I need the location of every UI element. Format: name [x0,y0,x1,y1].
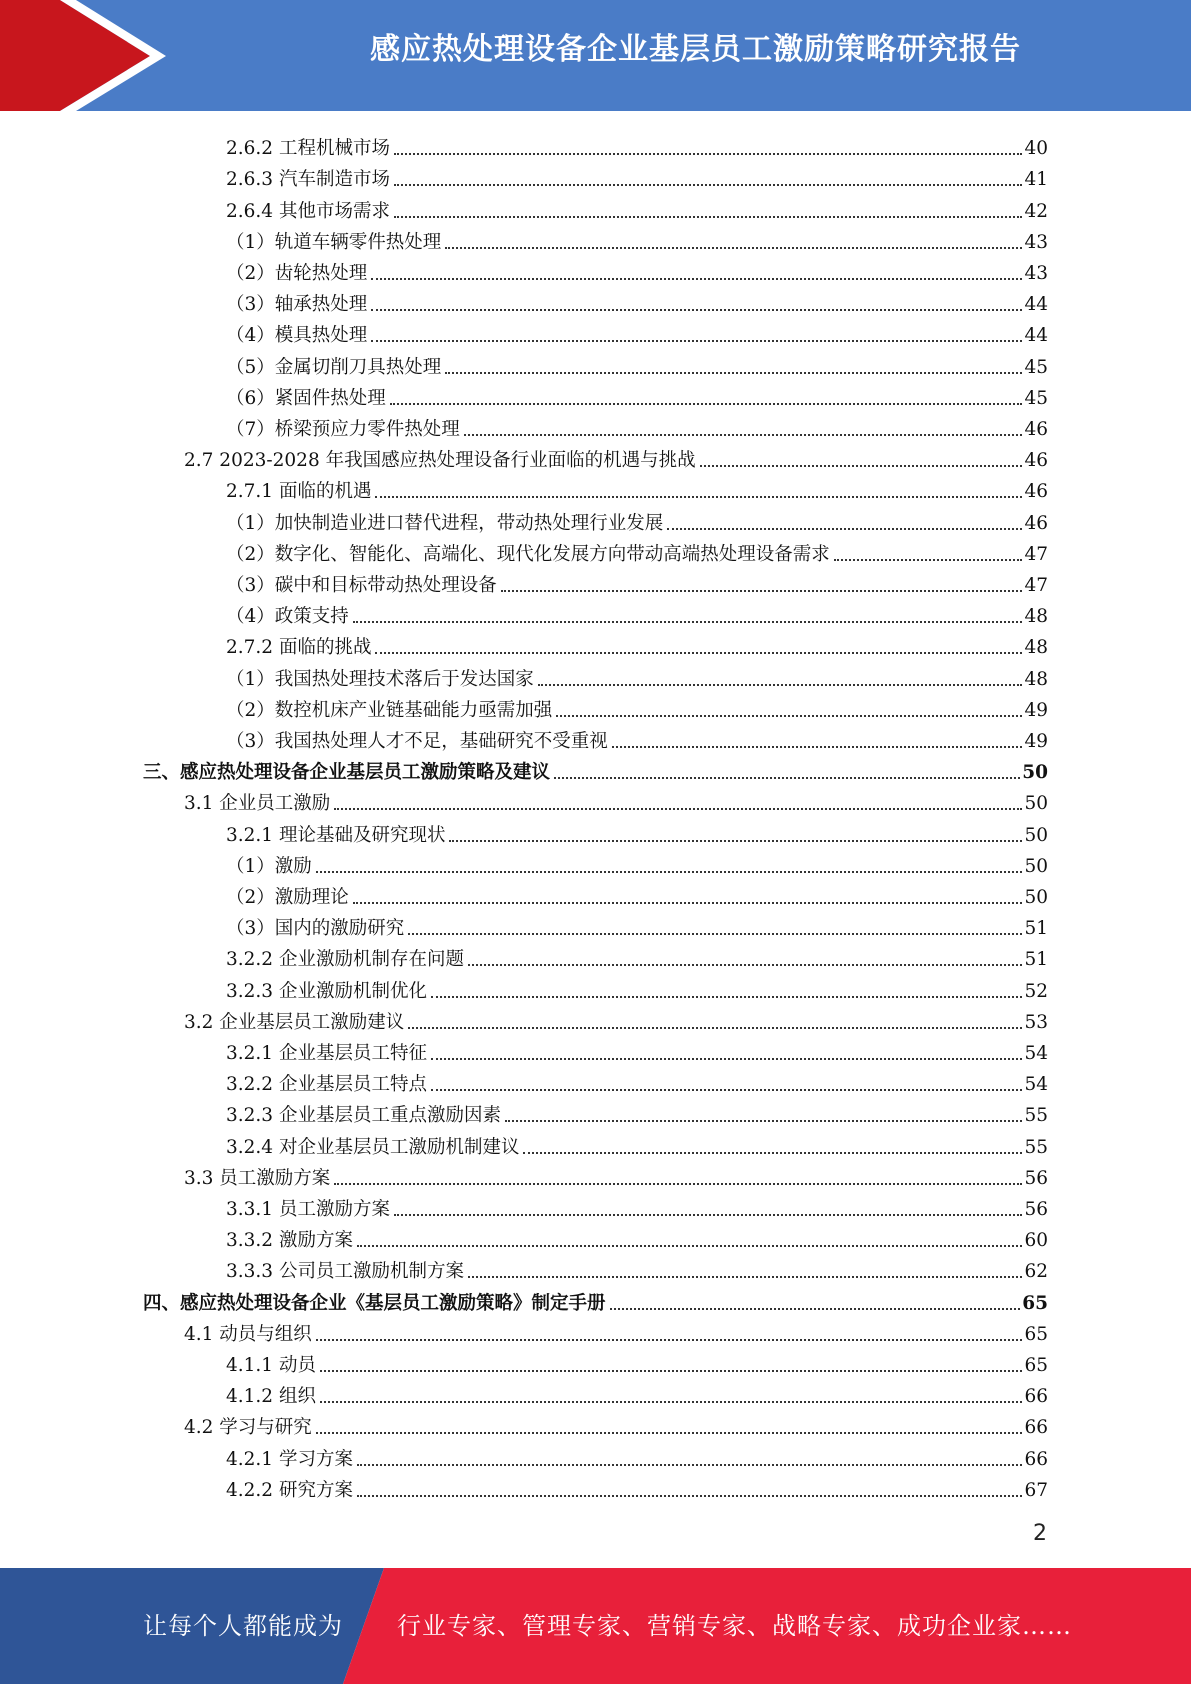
toc-entry-title: （1）轨道车辆零件热处理 [226,231,442,253]
toc-entry-title: （2）数字化、智能化、高端化、现代化发展方向带动高端热处理设备需求 [226,543,830,565]
toc-entry-title: （2）激励理论 [226,886,349,908]
toc-dot-leader [353,901,1023,904]
toc-entry-title: 2.7 2023-2028 年我国感应热处理设备行业面临的机遇与挑战 [184,450,696,472]
toc-dot-leader [700,464,1023,467]
toc-dot-leader [371,277,1022,280]
toc-dot-leader [445,246,1022,249]
toc-dot-leader [394,152,1022,155]
toc-dot-leader [505,1119,1022,1122]
toc-entry-page: 46 [1024,418,1048,440]
toc-dot-leader [394,183,1022,186]
toc-entry-page: 44 [1024,294,1048,316]
toc-dot-leader [320,1400,1023,1403]
toc-entry-page: 56 [1024,1167,1048,1189]
toc-entry-page: 52 [1024,980,1048,1002]
toc-entry-page: 66 [1024,1417,1048,1439]
toc-entry-page: 45 [1024,387,1048,409]
toc-entry-title: 2.7.1 面临的机遇 [226,481,372,503]
toc-entry-title: 2.7.2 面临的挑战 [226,637,372,659]
toc-entry-page: 65 [1022,1292,1048,1314]
toc-entry[interactable] [184,1408,1048,1439]
toc-entry-page: 51 [1024,949,1048,971]
toc-entry[interactable] [226,285,1048,316]
toc-dot-leader [610,1307,1021,1310]
toc-dot-leader [371,339,1022,342]
toc-dot-leader [357,1494,1023,1497]
toc-entry-page: 55 [1024,1105,1048,1127]
toc-entry[interactable] [226,815,1048,846]
toc-entry[interactable] [184,784,1048,815]
toc-entry-title: 4.2.2 研究方案 [226,1479,353,1501]
toc-dot-leader [375,651,1022,654]
toc-entry-title: 4.2 学习与研究 [184,1417,312,1439]
page-footer [0,1568,1191,1684]
toc-entry-title: 3.3 员工激励方案 [184,1167,331,1189]
toc-entry-page: 43 [1024,262,1048,284]
toc-entry-page: 45 [1024,356,1048,378]
toc-entry-title: （4）政策支持 [226,606,349,628]
toc-entry[interactable] [226,472,1048,503]
toc-entry-page: 51 [1024,918,1048,940]
toc-entry-page: 40 [1024,138,1048,160]
toc-entry[interactable] [226,535,1048,566]
toc-entry-page: 49 [1024,699,1048,721]
toc-dot-leader [445,371,1022,374]
toc-entry-page: 41 [1024,169,1048,191]
toc-entry[interactable] [226,1221,1048,1252]
toc-dot-leader [538,683,1023,686]
toc-entry-page: 53 [1024,1011,1048,1033]
toc-dot-leader [320,1369,1023,1372]
toc-entry[interactable] [226,1439,1048,1470]
toc-entry-page: 48 [1024,668,1048,690]
toc-entry[interactable] [184,1003,1048,1034]
toc-dot-leader [523,1151,1022,1154]
toc-dot-leader [357,1244,1023,1247]
toc-entry-title: 3.3.3 公司员工激励机制方案 [226,1261,464,1283]
toc-entry-page: 48 [1024,637,1048,659]
toc-entry[interactable] [226,722,1048,753]
toc-entry[interactable] [226,503,1048,534]
toc-entry-title: （2）齿轮热处理 [226,262,368,284]
toc-entry-title: （3）碳中和目标带动热处理设备 [226,574,497,596]
page-header [0,0,1191,111]
footer-slogan-left: 让每个人都能成为 [143,1612,343,1640]
toc-entry-page: 44 [1024,325,1048,347]
toc-entry-title: （7）桥梁预应力零件热处理 [226,418,460,440]
footer-slogan-right: 行业专家、管理专家、营销专家、战略专家、成功企业家…… [397,1612,1072,1640]
toc-dot-leader [431,995,1022,998]
toc-entry[interactable] [226,597,1048,628]
toc-entry-page: 50 [1024,855,1048,877]
toc-entry-page: 42 [1024,200,1048,222]
toc-entry-title: 三、感应热处理设备企业基层员工激励策略及建议 [143,762,551,784]
toc-entry[interactable] [226,1034,1048,1065]
toc-entry-page: 46 [1024,450,1048,472]
toc-entry[interactable] [226,566,1048,597]
toc-entry-title: 3.2.1 理论基础及研究现状 [226,824,446,846]
toc-entry-title: 四、感应热处理设备企业《基层员工激励策略》制定手册 [143,1292,606,1314]
toc-entry[interactable] [226,1346,1048,1377]
toc-entry[interactable] [226,160,1048,191]
toc-entry[interactable] [226,909,1048,940]
toc-entry[interactable] [226,1127,1048,1158]
toc-entry-title: 2.6.3 汽车制造市场 [226,169,390,191]
toc-dot-leader [375,495,1022,498]
toc-entry-title: 3.2.1 企业基层员工特征 [226,1042,427,1064]
toc-dot-leader [357,1463,1023,1466]
toc-entry-page: 50 [1022,762,1048,784]
toc-dot-leader [316,1338,1023,1341]
toc-entry[interactable] [226,1190,1048,1221]
toc-entry-page: 54 [1024,1042,1048,1064]
toc-entry[interactable] [184,1315,1048,1346]
toc-entry-title: （3）轴承热处理 [226,294,368,316]
toc-entry[interactable] [184,1159,1048,1190]
toc-entry-title: （3）我国热处理人才不足，基础研究不受重视 [226,730,608,752]
toc-dot-leader [394,1213,1022,1216]
page-number: 2 [1033,1521,1047,1546]
toc-entry-title: （2）数控机床产业链基础能力亟需加强 [226,699,553,721]
toc-entry-page: 46 [1024,512,1048,534]
toc-dot-leader [834,558,1023,561]
toc-dot-leader [464,433,1023,436]
toc-entry[interactable] [226,1252,1048,1283]
toc-entry[interactable] [184,441,1048,472]
toc-entry-title: 3.3.1 员工激励方案 [226,1198,390,1220]
toc-entry[interactable] [226,316,1048,347]
toc-dot-leader [449,839,1022,842]
toc-entry[interactable] [226,878,1048,909]
toc-entry[interactable] [226,347,1048,378]
toc-dot-leader [554,776,1020,779]
toc-dot-leader [390,402,1023,405]
toc-entry-title: 3.2.2 企业基层员工特点 [226,1074,427,1096]
toc-entry[interactable] [226,847,1048,878]
toc-entry[interactable] [226,940,1048,971]
toc-dot-leader [408,1026,1022,1029]
toc-entry-page: 66 [1024,1448,1048,1470]
toc-entry-title: 4.1.2 组织 [226,1386,316,1408]
toc-entry-title: 3.2.4 对企业基层员工激励机制建议 [226,1136,520,1158]
toc-dot-leader [334,1182,1022,1185]
toc-entry-page: 46 [1024,481,1048,503]
toc-entry-title: 2.6.4 其他市场需求 [226,200,390,222]
toc-entry-title: （3）国内的激励研究 [226,918,405,940]
toc-entry-title: 3.1 企业员工激励 [184,793,331,815]
toc-entry-page: 55 [1024,1136,1048,1158]
toc-entry-page: 67 [1024,1479,1048,1501]
toc-entry-page: 49 [1024,730,1048,752]
toc-entry-title: 2.6.2 工程机械市场 [226,138,390,160]
toc-dot-leader [468,1275,1022,1278]
toc-entry-title: （4）模具热处理 [226,325,368,347]
toc-entry-page: 50 [1024,793,1048,815]
toc-entry-title: 3.2 企业基层员工激励建议 [184,1011,405,1033]
toc-entry[interactable] [226,971,1048,1002]
toc-entry-title: （5）金属切削刀具热处理 [226,356,442,378]
toc-dot-leader [316,870,1023,873]
toc-entry-title: （6）紧固件热处理 [226,387,386,409]
toc-entry[interactable] [226,191,1048,222]
toc-entry-page: 43 [1024,231,1048,253]
toc-dot-leader [353,620,1023,623]
toc-dot-leader [667,527,1022,530]
toc-dot-leader [431,1088,1022,1091]
toc-entry-title: （1）加快制造业进口替代进程，带动热处理行业发展 [226,512,664,534]
toc-entry-page: 54 [1024,1074,1048,1096]
toc-dot-leader [431,1057,1022,1060]
toc-entry-page: 65 [1024,1323,1048,1345]
toc-entry-title: 4.1 动员与组织 [184,1323,312,1345]
toc-entry[interactable] [226,628,1048,659]
toc-entry-page: 50 [1024,824,1048,846]
toc-entry[interactable] [143,753,1048,784]
toc-entry-page: 66 [1024,1386,1048,1408]
toc-dot-leader [371,308,1022,311]
toc-entry[interactable] [226,129,1048,160]
toc-entry[interactable] [226,1096,1048,1127]
toc-dot-leader [394,215,1022,218]
toc-entry[interactable] [226,1377,1048,1408]
toc-entry-title: 3.3.2 激励方案 [226,1230,353,1252]
toc-entry-title: 3.2.2 企业激励机制存在问题 [226,949,464,971]
toc-entry[interactable] [226,379,1048,410]
toc-entry[interactable] [143,1283,1048,1314]
toc-dot-leader [501,589,1023,592]
toc-entry[interactable] [226,410,1048,441]
toc-dot-leader [408,932,1022,935]
toc-entry-page: 47 [1024,574,1048,596]
toc-entry-page: 60 [1024,1230,1048,1252]
toc-entry-page: 62 [1024,1261,1048,1283]
report-title: 感应热处理设备企业基层员工激励策略研究报告 [370,32,1021,67]
toc-entry-title: （1）我国热处理技术落后于发达国家 [226,668,534,690]
toc-entry[interactable] [226,254,1048,285]
toc-entry[interactable] [226,1065,1048,1096]
toc-entry[interactable] [226,223,1048,254]
toc-dot-leader [316,1431,1023,1434]
toc-entry-page: 56 [1024,1198,1048,1220]
toc-dot-leader [334,807,1022,810]
toc-entry-page: 65 [1024,1354,1048,1376]
toc-entry-title: 4.2.1 学习方案 [226,1448,353,1470]
toc-entry-page: 47 [1024,543,1048,565]
toc-entry-title: 3.2.3 企业基层员工重点激励因素 [226,1105,501,1127]
toc-entry-title: 3.2.3 企业激励机制优化 [226,980,427,1002]
toc-entry-title: 4.1.1 动员 [226,1354,316,1376]
toc-entry-page: 50 [1024,886,1048,908]
toc-dot-leader [612,745,1023,748]
toc-entry-page: 48 [1024,606,1048,628]
toc-dot-leader [468,963,1022,966]
toc-entry[interactable] [226,691,1048,722]
toc-dot-leader [556,714,1022,717]
toc-entry[interactable] [226,1471,1048,1502]
toc-entry-title: （1）激励 [226,855,312,877]
toc-entry[interactable] [226,659,1048,690]
